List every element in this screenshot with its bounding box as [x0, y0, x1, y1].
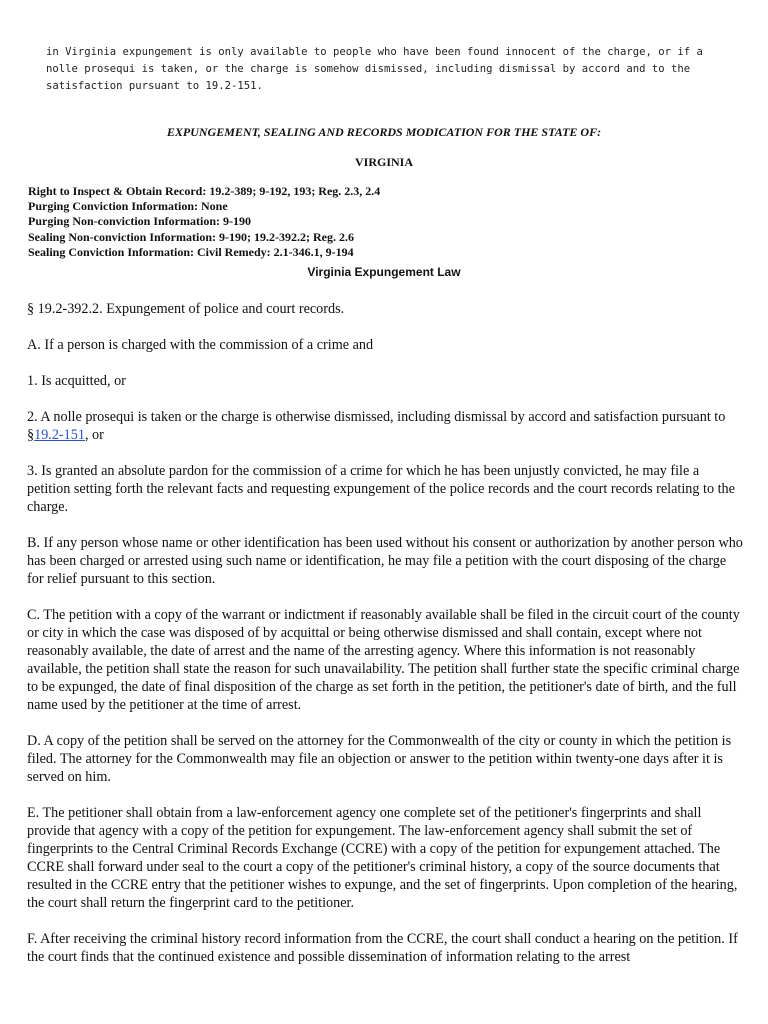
item-2 — [27, 408, 745, 444]
item-2-text: 2. A nolle prosequi is taken or the charge is otherwise dismissed, including dismissal by accord and satisfaction pursuant to § — [27, 409, 726, 443]
law-title: Virginia Expungement Law — [307, 265, 461, 279]
subsection-e: E. The petitioner shall obtain from a law-enforcement agency one complete set of the petitioner's fingerprints and shall provide that agency with a copy of the petition for expungement. The law-enforcement agency shall submit the set of fingerprints to the Central Criminal Records Exchange (CCRE) with a copy of the petition for expungement attached. The CCRE shall forward under seal to the court a copy of the petitioner's criminal history, a copy of the source documents that resulted in the CCRE entry that the petitioner wishes to expunge, and the set of fingerprints. Upon completion of the hearing, the court shall return the fingerprint card to the petitioner. — [27, 805, 738, 911]
section-title: § 19.2-392.2. Expungement of police and court records. — [27, 301, 345, 317]
summary-line: Sealing Conviction Information: Civil Remedy: 2.1-346.1, 9-194 — [28, 244, 354, 259]
subsection-d: D. A copy of the petition shall be served on the attorney for the Commonwealth of the city or county in which the petition is filed. The attorney for the Commonwealth may file an objection or answer to the petition within twenty-one days after it is served on him. — [27, 733, 732, 785]
summary-line: Right to Inspect & Obtain Record: 19.2-389; 9-192, 193; Reg. 2.3, 2.4 — [28, 184, 381, 198]
state-name: VIRGINIA — [354, 155, 413, 169]
subsection-c: C. The petition with a copy of the warrant or indictment if reasonably available shall be filed in the circuit court of the county or city in which the case was disposed of by acquittal or being otherwise dismissed and shall contain, except where not reasonably available, the date of arrest and the name of the arresting agency. Where this information is not reasonably available, the petition shall state the reason for such unavailability. The petition shall further state the specific criminal charge to be expunged, the date of final disposition of the charge as set forth in the petition, the petitioner's date of birth, and the full name used by the petitioner at the time of arrest. — [27, 607, 740, 713]
subsection-b: B. If any person whose name or other identification has been used without his consent or authorization by another person who has been charged or arrested using such name or identification, he may file a petition with the court disposing of the charge for relief pursuant to this section. — [27, 535, 743, 587]
subsection-f: F. After receiving the criminal history record information from the CCRE, the court shall conduct a hearing on the petition. If the court finds that the continued existence and possible dissemination of information relating to the arrest — [27, 931, 738, 965]
document-title: EXPUNGEMENT, SEALING AND RECORDS MODICATION FOR THE STATE OF: — [166, 125, 602, 139]
statute-summary — [28, 184, 380, 260]
item-2-tail: , or — [84, 427, 104, 443]
intro-note: in Virginia expungement is only available to people who have been found innocent of the charge, or if a nolle prosequi is taken, or the charge is somehow dismissed, including dismissal by accord and to the satisfaction pursuant to 19.2-151. — [46, 46, 703, 92]
summary-line: Purging Non-conviction Information: 9-190 — [28, 214, 251, 229]
item-1: 1. Is acquitted, or — [27, 373, 126, 389]
statute-link-19-2-151[interactable]: 19.2-151 — [34, 427, 85, 443]
statute-body — [27, 300, 745, 984]
summary-line: Sealing Non-conviction Information: 9-190; 19.2-392.2; Reg. 2.6 — [28, 229, 354, 244]
item-3: 3. Is granted an absolute pardon for the commission of a crime for which he has been unjustly convicted, he may file a petition setting forth the relevant facts and requesting expungement of the police records and the court records relating to the charge. — [27, 463, 735, 515]
summary-line: Purging Conviction Information: None — [28, 199, 228, 214]
subsection-a-intro: A. If a person is charged with the commission of a crime and — [27, 337, 374, 353]
